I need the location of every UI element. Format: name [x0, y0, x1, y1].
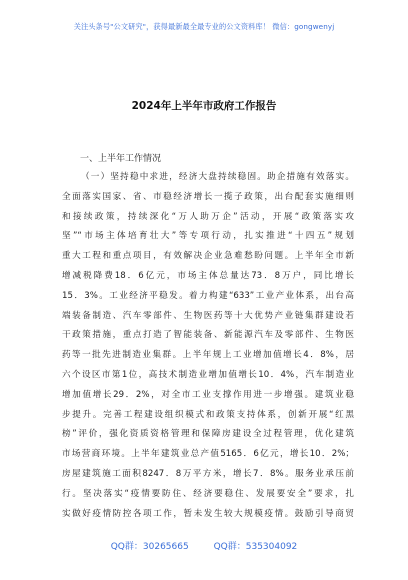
paragraph-line: 增加值增长29．2%，对全市工业支撑作用进一步增强。建筑业稳	[62, 389, 354, 400]
qq-group-1: QQ群：30265665	[110, 542, 189, 552]
document-title: 2024年上半年市政府工作报告	[131, 100, 277, 112]
paragraph-line: 坚”“市场主体培育壮大”等专项行动，扎实推进“十四五”规划	[62, 231, 354, 242]
paragraph-line: 15．3%。工业经济平稳发。着力构建“633”工业产业体系，出台高	[62, 290, 354, 301]
paragraph-line: 榜”评价，强化资质资格管理和保障房建设全过程管理，优化建筑	[62, 429, 354, 440]
paragraph-line: 房屋建筑施工面积8247．8万平方米，增长7．8%。服务业承压前	[62, 468, 354, 479]
paragraph-line: 行。坚决落实“疫情要防住、经济要稳住、发展要安全”要求，扎	[62, 488, 354, 499]
header-banner: 关注头条号"公文研究"，获得最新最全最专业的公文资料库！ 微信：gongwenyj	[73, 22, 335, 31]
paragraph-line: 药等一批先进制造业集群。上半年规上工业增加值增长4．8%，居	[62, 350, 354, 361]
paragraph-line: 和接续政策，持续深化“万人助万企”活动，开展“政策落实攻	[62, 211, 354, 222]
paragraph-line: 干政策措施，重点打造了智能装备、新能源汽车及零部件、生物医	[62, 330, 354, 341]
paragraph-line: 市场营商环境。上半年建筑业总产值5165．6亿元，增长10．2%；	[62, 449, 354, 460]
paragraph-line: 六个设区市第1位，高技术制造业增加值增长10．4%，汽车制造业	[62, 369, 354, 380]
paragraph-line: 全面落实国家、省、市稳经济增长一揽子政策，出台配套实施细则	[62, 191, 354, 202]
paragraph-line: 重大工程和重点项目，有效解决企业急难愁盼问题。上半年全市新	[62, 251, 354, 262]
qq-group-2: QQ群：535304092	[213, 542, 298, 552]
body-text	[62, 168, 354, 524]
paragraph-line: 增减税降费18．6亿元，市场主体总量达73．8万户，同比增长	[62, 270, 354, 281]
paragraph-line: （一）坚持稳中求进，经济大盘持续稳固。助企措施有效落实。	[81, 172, 354, 182]
footer-qq-groups	[0, 539, 408, 552]
section-heading: 一、上半年工作情况	[80, 154, 162, 164]
paragraph-line: 端装备制造、汽车零部件、生物医药等十大优势产业链集群建设若	[62, 310, 354, 321]
paragraph-line: 步提升。完善工程建设组织模式和政策支持体系，创新开展“红黑	[62, 409, 354, 420]
paragraph-line: 实做好疫情防控各项工作，暂未发生较大规模疫情。鼓励引导商贸	[62, 508, 354, 519]
